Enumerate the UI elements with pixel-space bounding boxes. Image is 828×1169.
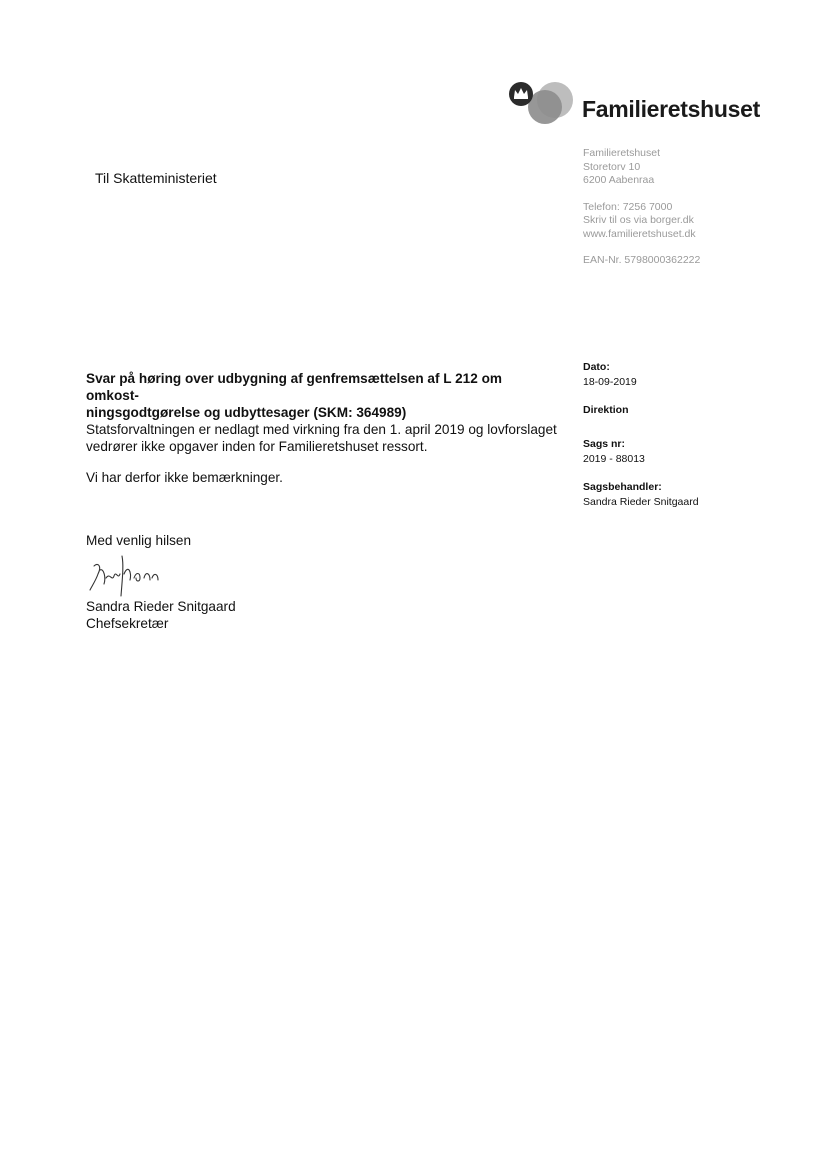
case-meta <box>583 361 699 508</box>
department: Direktion <box>583 404 629 416</box>
signer-title: Chefsekretær <box>86 616 169 631</box>
sender-contact: Skriv til os via borger.dk <box>583 214 694 226</box>
sender-web: www.familieretshuset.dk <box>583 227 696 240</box>
recipient: Til Skatteministeriet <box>95 170 217 186</box>
logo-icon <box>505 80 577 128</box>
sender-block <box>583 147 700 268</box>
sender-ean: EAN-Nr. 5798000362222 <box>583 254 701 266</box>
handler-value: Sandra Rieder Snitgaard <box>583 496 699 508</box>
signer-name: Sandra Rieder Snitgaard <box>86 599 236 614</box>
date-value: 18-09-2019 <box>583 376 637 388</box>
sender-phone: Telefon: 7256 7000 <box>583 200 673 213</box>
paragraph-1-line-2: vedrører ikke opgaver inden for Familieretshuset ressort. <box>86 439 428 454</box>
closing: Med venlig hilsen <box>86 533 192 548</box>
handler-label: Sagsbehandler: <box>583 481 662 493</box>
letter-subject <box>86 370 556 421</box>
body-paragraph-2: Vi har derfor ikke bemærkninger. <box>86 470 283 485</box>
subject-line-1: Svar på høring over udbygning af genfremsættelsen af L 212 om omkost- <box>86 371 502 403</box>
case-label: Sags nr: <box>583 438 626 450</box>
subject-line-2: ningsgodtgørelse og udbyttesager (SKM: 364989) <box>86 405 407 420</box>
sender-city: 6200 Aabenraa <box>583 174 655 186</box>
sender-name: Familieretshuset <box>583 147 661 159</box>
date-label: Dato: <box>583 361 610 373</box>
body-paragraph-1 <box>86 421 566 455</box>
signature-icon <box>88 552 168 598</box>
paragraph-1-line-1: Statsforvaltningen er nedlagt med virkning fra den 1. april 2019 og lovforslaget <box>86 422 557 437</box>
brand-name: Familieretshuset <box>582 96 760 122</box>
sender-street: Storetorv 10 <box>583 160 641 173</box>
case-value: 2019 - 88013 <box>583 453 645 465</box>
